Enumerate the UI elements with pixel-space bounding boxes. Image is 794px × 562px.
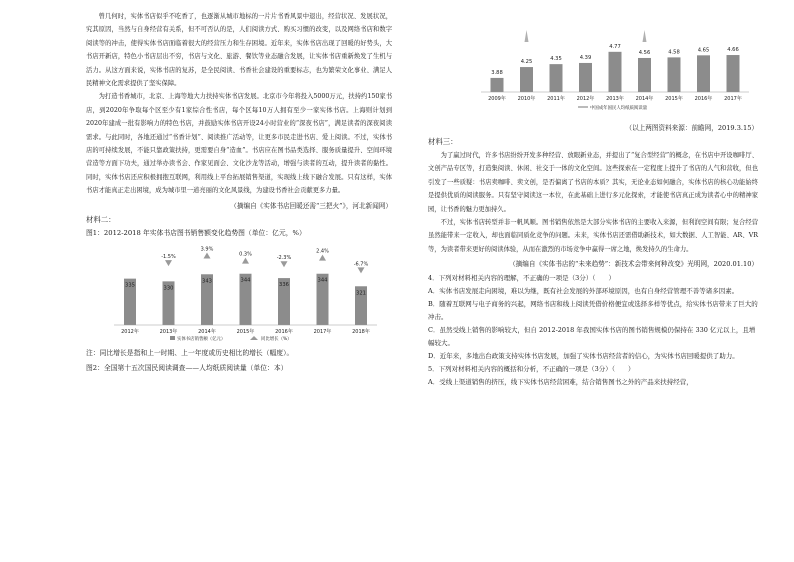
decorative-arrow	[525, 30, 529, 42]
question-4-option-b: B．随着互联网与电子商务的兴起，网络书店和线上阅读凭借价格便宜或选择多样等优点，给实体书店带来了巨大的冲击。	[428, 300, 758, 322]
bar-reading-2009年	[491, 78, 504, 92]
x-tick-label: 2014年	[198, 328, 216, 335]
question-5-stem: 5．下列对材料相关内容的概括和分析，不正确的一项是（3分）（ ）	[428, 365, 635, 374]
bar-reading-2012年	[579, 63, 592, 92]
bar-value-label: 3.88	[491, 69, 503, 76]
question-5-option-a: A．受线上渠道销售的挤压，线下实体书店经营困难，结合销售图书之外的产品来扶持经营，	[428, 378, 693, 387]
legend-swatch-growth	[250, 336, 258, 340]
right-column	[428, 10, 758, 389]
bar-reading-2010年	[520, 67, 533, 92]
x-tick-label: 2017年	[724, 96, 742, 102]
bar-value-label: 4.35	[550, 56, 562, 63]
x-tick-label: 2016年	[275, 328, 293, 335]
chart-2	[428, 10, 758, 120]
question-4-stem: 4．下列对材料相关内容的理解，不正确的一项是（3分）（ ）	[428, 274, 616, 283]
growth-label: 0.3%	[239, 251, 252, 258]
growth-marker-up	[204, 252, 211, 258]
legend-swatch-sales	[170, 336, 175, 340]
bar-value-label: 4.77	[609, 43, 621, 50]
bar-value-label: 321	[356, 289, 366, 296]
paragraph-4: 不过，实体书店转型并非一帆风顺。图书销售依然是大部分实体书店的主要收入来源，但利润空间有限；复合经营虽然能带来一定收入，却也面临同质化竞争的问题。未来，实体书店还需借助新技术，如大数据、人工智能、AR、VR等，为读者带来更好的阅读体验，从而在激烈的市场竞争中赢得一席之地，焕发持久的生命力。	[428, 219, 758, 253]
paragraph-1: 曾几何时，实体书店似乎不吃香了，也逐渐从城市地标的一片片书香风景中退出，经营状况、发展状况，究其原因，当然与自身经营有关系，但不可否认的是，人们阅读方式、购买习惯的改变，以及网络书店和数字阅读等的冲击，使得实体书店面临着很大的经营压力和生存困境。近年来，实体书店出现了回暖的好势头，大书店开新店，特色小书店层出不穷，书店与文化、旅游、餐饮等业态融合发展，让实体书店重新焕发了生机与活力。从这方面来说，实体书店的复苏，是全民阅读、书香社会建设的重要标志，也为繁荣文化事业、满足人民精神文化需求提供了坚实保障。	[86, 13, 392, 88]
bar-value-label: 4.58	[668, 49, 680, 56]
bar-value-label: 4.39	[579, 54, 592, 61]
bar-value-label: 4.65	[697, 47, 710, 54]
x-tick-label: 2018年	[352, 328, 370, 335]
x-tick-label: 2015年	[665, 96, 683, 102]
growth-marker-down	[358, 267, 365, 273]
bar-value-label: 344	[240, 277, 251, 284]
x-tick-label: 2016年	[694, 96, 713, 102]
x-tick-label: 2013年	[159, 328, 178, 335]
bar-value-label: 343	[202, 277, 212, 284]
x-tick-label: 2014年	[635, 96, 654, 102]
x-tick-label: 2009年	[488, 96, 506, 102]
legend-label-sales: 实体书店销售额（亿元）	[177, 336, 226, 342]
growth-marker-up	[319, 254, 326, 260]
x-tick-label: 2015年	[236, 328, 255, 335]
bar-value-label: 335	[125, 282, 135, 289]
bar-value-label: 330	[163, 285, 174, 292]
chart-2-title: 图2：全国第十五次国民阅读调查——人均纸质阅读量（单位：本）	[86, 363, 288, 372]
bar-reading-2015年	[668, 57, 681, 92]
legend-label-growth: 同比增长（%）	[261, 336, 292, 342]
chart-note: 注：同比增长是指和上一时期、上一年度或历史相比的增长（幅度）。	[86, 348, 294, 357]
material-2-label: 材料二：	[86, 214, 116, 224]
bar-value-label: 4.56	[638, 49, 651, 56]
source-1: （摘编自《实体书店回暖还需“三把火”》，河北新闻网）	[230, 201, 392, 210]
growth-label: -6.7%	[353, 261, 369, 268]
growth-marker-down	[165, 260, 172, 266]
bar-value-label: 4.25	[520, 59, 533, 66]
source-3: （摘编自《实体书店的“未来趋势”：新技术会带来何种改变》光明网，2020.01.10）	[509, 260, 758, 269]
paragraph-2: 为打造书香城市，北京、上海等地大力扶持实体书店发展。北京市今年将投入5000万元，扶持约150家书店，到2020年争取每个区至少有1家综合性书店，每个区每10万人拥有至少一家实体书店。上海则计划到2020年建成一批有影响力的特色书店，并鼓励实体书店开设24小时营业的“深夜书店”，满足读者的深夜阅读需求。与此同时，各地还通过“书香计划”、阅读推广活动等，让更多市民走进书店、爱上阅读。不过，实体书店的可持续发展，不能只靠政策扶持，更需要自身“造血”。书店应在图书品类选择、服务质量提升、空间环境营造等方面下功夫，通过举办读书会、作家见面会、文化沙龙等活动，增强与读者的互动，提升读者的黏性。同时，实体书店还应积极拥抱互联网，利用线上平台拓展销售渠道，实现线上线下融合发展。只有这样，实体书店才能真正走出困境，成为城市里一道亮丽的文化风景线，为建设书香社会贡献更多力量。	[86, 93, 392, 195]
growth-label: -2.3%	[276, 254, 292, 261]
legend-label-reading: 中国成年国民人均纸质阅读量	[590, 106, 648, 111]
bar-reading-2013年	[609, 52, 622, 92]
x-tick-label: 2012年	[576, 96, 595, 102]
decorative-arrow	[643, 30, 647, 42]
x-tick-label: 2010年	[517, 96, 536, 102]
growth-marker-down	[281, 261, 288, 267]
bar-value-label: 344	[317, 277, 328, 284]
bar-reading-2014年	[638, 58, 651, 92]
chart-1	[86, 239, 392, 343]
bar-value-label: 4.66	[727, 47, 739, 54]
bar-reading-2016年	[697, 55, 710, 92]
left-column	[86, 10, 392, 374]
x-tick-label: 2011年	[547, 96, 565, 102]
growth-label: 3.9%	[200, 246, 214, 253]
growth-label: -1.5%	[161, 253, 176, 260]
question-4-option-a: A．实体书店发展走向困境，难以为继，既有社会发展的外部环境原因，也有自身经营管理不善等诸多因素。	[428, 287, 739, 296]
growth-label: 2.4%	[316, 248, 329, 255]
question-4-option-d: D．近年来，多地出台政策支持实体书店发展，加强了实体书店经营者的信心，为实体书店回暖提供了助力。	[428, 352, 739, 361]
bar-reading-2011年	[550, 64, 563, 92]
bar-reading-2017年	[727, 55, 740, 92]
question-4-option-c: C．虽然受线上销售的影响较大，但自 2012-2018 年我国实体书店的图书销售规模仍保持在 330 亿元以上，且增幅较大。	[428, 326, 756, 348]
paragraph-3: 为了赢过时代，许多书店纷纷开发多种经营、放眼新业态，并提出了“复合型经营”的概念，在书店中开设咖啡厅、文创产品专区等，打造集阅读、休闲、社交于一体的文化空间。这些探索在一定程度上提升了书店的人气和营收，但也引发了一些质疑：书店卖咖啡、卖文创，是否偏离了书店的本质？其实，无论业态如何融合，实体书店的核心功能始终是提供优质的阅读服务。只有坚守阅读这一本位，在此基础上进行多元化探索，才能使书店真正成为读者心中的精神家园，让书香的魅力更加持久。	[428, 152, 758, 213]
x-tick-label: 2013年	[606, 96, 624, 102]
growth-marker-up	[242, 257, 249, 263]
bar-value-label: 336	[279, 281, 289, 288]
material-3-label: 材料三：	[428, 137, 458, 146]
source-2: （以上两图资料来源：前瞻网，2019.3.15）	[625, 124, 758, 132]
x-tick-label: 2017年	[313, 328, 332, 335]
chart-1-title: 图1：2012-2018 年实体书店图书销售额变化趋势图（单位：亿元，%）	[86, 228, 306, 237]
x-tick-label: 2012年	[121, 328, 139, 335]
